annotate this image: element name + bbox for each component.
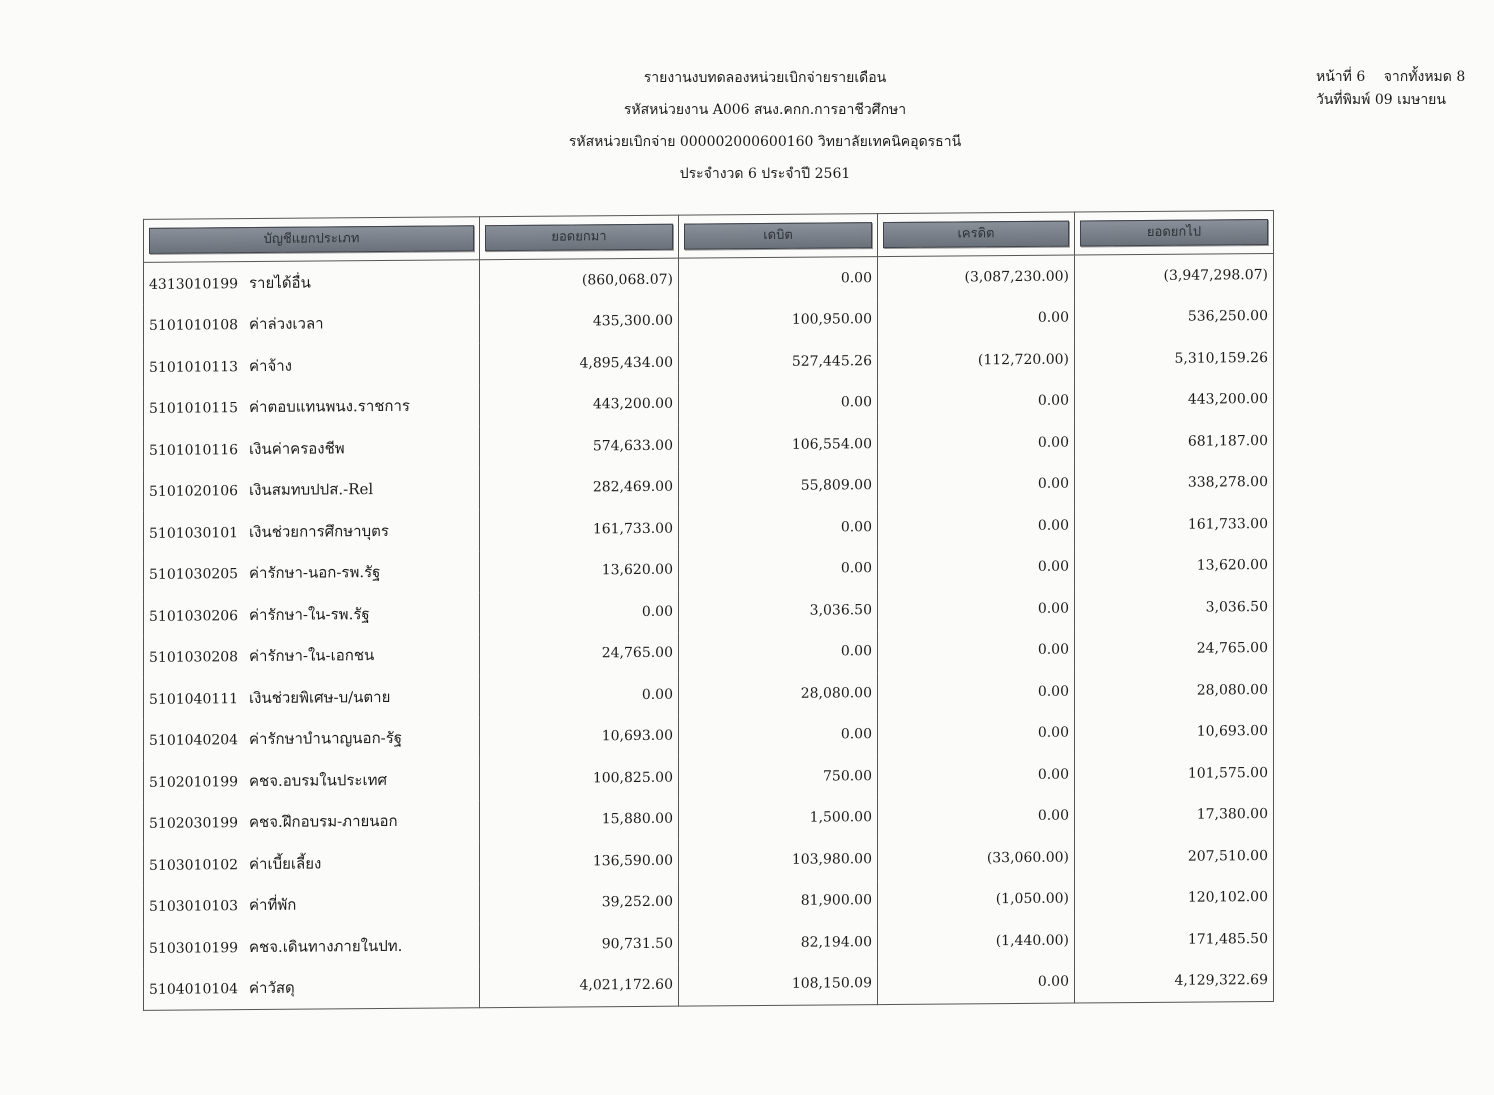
account-name: ค่าล่วงเวลา [249,314,324,334]
carried-forward-cell: 17,380.00 [1075,793,1274,836]
total-pages: 8 [1456,69,1466,85]
credit-cell: 0.00 [878,629,1075,672]
account-name: เงินสมทบปปส.-Rel [249,480,374,500]
carried-forward-cell: 101,575.00 [1075,752,1274,795]
account-code: 5104010104 [149,981,239,999]
account-cell [144,385,480,429]
debit-cell: 0.00 [679,714,878,757]
account-code: 5101020106 [149,483,239,501]
credit-cell: 0.00 [878,505,1075,548]
account-name: ค่ารักษา-ใน-เอกชน [249,646,375,666]
debit-cell: 55,809.00 [679,465,878,508]
carried-forward-cell: 536,250.00 [1075,295,1274,338]
carried-forward-cell: 10,693.00 [1075,710,1274,753]
brought-forward-cell: 4,021,172.60 [480,964,679,1008]
account-cell [144,426,480,470]
carried-forward-cell: (3,947,298.07) [1075,253,1274,297]
carried-forward-cell: 161,733.00 [1075,503,1274,546]
account-cell [144,509,480,553]
brought-forward-cell: 90,731.50 [480,923,679,966]
account-code: 5101010116 [149,441,239,459]
account-cell [144,717,480,761]
account-cell [144,634,480,678]
debit-cell: 106,554.00 [679,423,878,466]
account-cell [144,883,480,927]
account-cell [144,800,480,844]
carried-forward-cell: 13,620.00 [1075,544,1274,587]
account-name: คชจ.อบรมในประเทศ [249,770,387,790]
account-code: 5103010103 [149,898,239,916]
account-code: 5101010108 [149,317,239,335]
account-code: 4313010199 [149,275,239,293]
credit-cell: (1,440.00) [878,920,1075,963]
brought-forward-cell: 10,693.00 [480,715,679,758]
account-code: 5101040204 [149,732,239,750]
account-code: 5101030206 [149,607,239,625]
carried-forward-cell: 681,187.00 [1075,420,1274,463]
account-name: เงินค่าครองชีพ [249,439,345,458]
carried-forward-cell: 207,510.00 [1075,835,1274,878]
credit-cell: (33,060.00) [878,837,1075,880]
account-name: ค่าจ้าง [249,356,292,375]
credit-cell: (3,087,230.00) [878,255,1075,299]
column-header-debit: เดบิต [684,222,872,249]
period-line: ประจำงวด 6 ประจำปี 2561 [679,166,851,182]
page-info [1316,66,1465,112]
column-header-brought-forward: ยอดยกมา [485,224,673,251]
brought-forward-cell: 435,300.00 [480,300,679,343]
credit-cell: 0.00 [878,961,1075,1005]
credit-cell: 0.00 [878,297,1075,340]
carried-forward-cell: 3,036.50 [1075,586,1274,629]
account-code: 5101010113 [149,358,239,376]
credit-cell: 0.00 [878,380,1075,423]
debit-cell: 0.00 [679,548,878,591]
brought-forward-cell: 574,633.00 [480,425,679,468]
report-title: รายงานงบทดลองหน่วยเบิกจ่ายรายเดือน [643,70,887,86]
column-header-carried-forward: ยอดยกไป [1080,219,1268,246]
account-code: 5101010115 [149,400,239,418]
account-code: 5101030208 [149,649,239,667]
debit-cell: 0.00 [679,257,878,301]
brought-forward-cell: 13,620.00 [480,549,679,592]
carried-forward-cell: 28,080.00 [1075,669,1274,712]
brought-forward-cell: 0.00 [480,674,679,717]
account-cell [144,758,480,802]
credit-cell: 0.00 [878,422,1075,465]
ledger-sheet [143,210,1273,1019]
debit-cell: 750.00 [679,755,878,798]
debit-cell: 108,150.09 [679,963,878,1007]
account-code: 5102030199 [149,815,239,833]
account-name: ค่าเบี้ยเลี้ยง [249,854,322,873]
account-code: 5101030205 [149,566,239,584]
account-name: ค่ารักษา-นอก-รพ.รัฐ [249,563,381,583]
account-cell [144,675,480,719]
account-cell [144,343,480,387]
debit-cell: 0.00 [679,506,878,549]
carried-forward-cell: 171,485.50 [1075,918,1274,961]
debit-cell: 1,500.00 [679,797,878,840]
account-code: 5102010199 [149,773,239,791]
carried-forward-cell: 338,278.00 [1075,461,1274,504]
account-name: คชจ.ฝึกอบรม-ภายนอก [249,812,398,832]
account-cell [144,302,480,346]
debit-cell: 28,080.00 [679,672,878,715]
debit-cell: 82,194.00 [679,921,878,964]
brought-forward-cell: 39,252.00 [480,881,679,924]
trial-balance-table [143,210,1274,1011]
brought-forward-cell: 4,895,434.00 [480,342,679,385]
page-label: หน้าที่ [1316,69,1352,85]
credit-cell: 0.00 [878,754,1075,797]
disbursing-unit-line: รหัสหน่วยเบิกจ่าย 000002000600160 วิทยาลัยเทคนิคอุดรธานี [568,134,962,150]
account-name: ค่าตอบแทนพนง.ราชการ [249,397,410,417]
brought-forward-cell: 161,733.00 [480,508,679,551]
credit-cell: 0.00 [878,546,1075,589]
page-number: 6 [1356,69,1366,85]
credit-cell: 0.00 [878,588,1075,631]
account-name: เงินช่วยการศึกษาบุตร [249,521,389,541]
debit-cell: 3,036.50 [679,589,878,632]
account-cell [144,260,480,305]
account-name: คชจ.เดินทางภายในปท. [249,936,403,956]
brought-forward-cell: 443,200.00 [480,383,679,426]
brought-forward-cell: 282,469.00 [480,466,679,509]
account-name: เงินช่วยพิเศษ-บ/นตาย [249,687,391,707]
brought-forward-cell: 100,825.00 [480,757,679,800]
brought-forward-cell: 0.00 [480,591,679,634]
carried-forward-cell: 443,200.00 [1075,378,1274,421]
brought-forward-cell: 24,765.00 [480,632,679,675]
debit-cell: 0.00 [679,382,878,425]
account-cell [144,592,480,636]
debit-cell: 103,980.00 [679,838,878,881]
column-header-account: บัญชีแยกประเภท [149,225,474,254]
credit-cell: (112,720.00) [878,339,1075,382]
account-code: 5103010199 [149,939,239,957]
table-body [144,253,1274,1010]
total-pages-label: จากทั้งหมด [1383,69,1452,85]
report-header [0,62,1494,190]
account-name: รายได้อื่น [249,273,311,292]
brought-forward-cell: 136,590.00 [480,840,679,883]
credit-cell: (1,050.00) [878,878,1075,921]
account-cell [144,468,480,512]
debit-cell: 100,950.00 [679,299,878,342]
credit-cell: 0.00 [878,463,1075,506]
debit-cell: 0.00 [679,631,878,674]
account-name: ค่ารักษา-ใน-รพ.รัฐ [249,604,370,624]
carried-forward-cell: 4,129,322.69 [1075,959,1274,1003]
account-code: 5103010102 [149,856,239,874]
credit-cell: 0.00 [878,671,1075,714]
account-code: 5101040111 [149,690,239,708]
carried-forward-cell: 120,102.00 [1075,876,1274,919]
account-name: ค่าวัสดุ [249,978,295,998]
print-date: 09 เมษายน [1374,92,1446,108]
page-number-line [1316,66,1465,89]
debit-cell: 527,445.26 [679,340,878,383]
account-cell [144,841,480,885]
account-cell [144,924,480,968]
account-cell [144,551,480,595]
account-code: 5101030101 [149,524,239,542]
brought-forward-cell: 15,880.00 [480,798,679,841]
credit-cell: 0.00 [878,795,1075,838]
carried-forward-cell: 24,765.00 [1075,627,1274,670]
column-header-credit: เครดิต [883,221,1069,248]
account-name: ค่ารักษาบำนาญนอก-รัฐ [249,729,403,749]
debit-cell: 81,900.00 [679,880,878,923]
carried-forward-cell: 5,310,159.26 [1075,337,1274,380]
account-cell [144,966,480,1011]
credit-cell: 0.00 [878,712,1075,755]
print-date-line [1316,89,1465,112]
table-row [144,959,1274,1010]
account-name: ค่าที่พัก [249,895,297,915]
print-date-label: วันที่พิมพ์ [1316,92,1371,108]
agency-code-line: รหัสหน่วยงาน A006 สนง.คกก.การอาชีวศึกษา [623,102,907,118]
brought-forward-cell: (860,068.07) [480,258,679,302]
